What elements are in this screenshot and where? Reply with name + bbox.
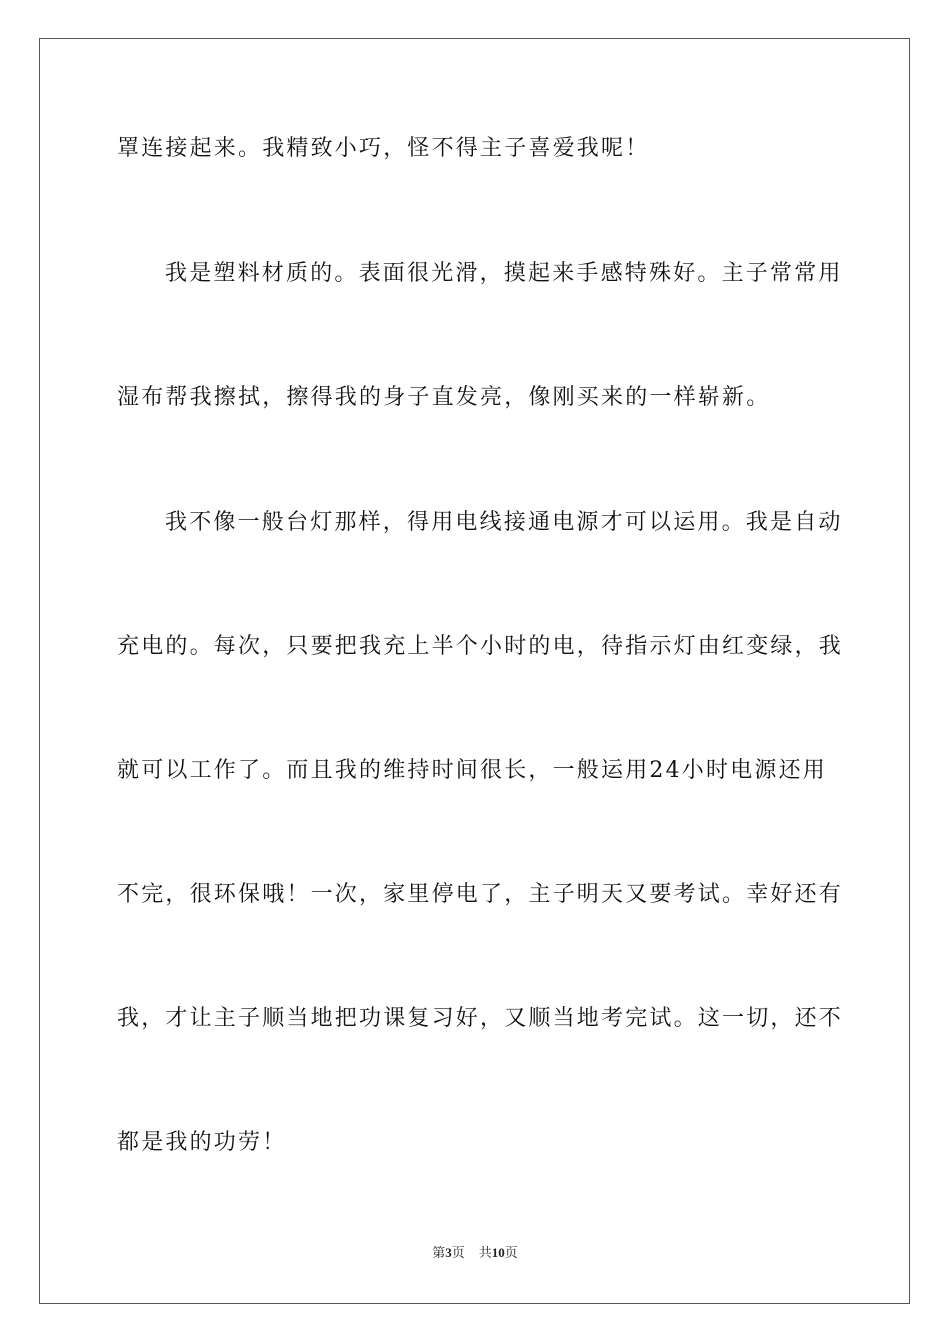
paragraph-line-7: 不完，很环保哦！一次，家里停电了，主子明天又要考试。幸好还有 bbox=[117, 882, 844, 907]
paragraph-line-5: 充电的。每次，只要把我充上半个小时的电，待指示灯由红变绿，我 bbox=[117, 634, 844, 659]
paragraph-line-9: 都是我的功劳！ bbox=[117, 1130, 287, 1155]
paragraph-line-6: 就可以工作了。而且我的维持时间很长，一般运用24小时电源还用 bbox=[117, 758, 827, 783]
page-frame bbox=[39, 38, 910, 1304]
total-pages: 10 bbox=[491, 1245, 505, 1260]
current-page: 3 bbox=[445, 1245, 452, 1260]
page-suffix: 页 bbox=[451, 1246, 465, 1261]
page-footer bbox=[0, 1245, 950, 1262]
paragraph-line-3: 湿布帮我擦拭，擦得我的身子直发亮，像刚买来的一样崭新。 bbox=[117, 385, 771, 410]
paragraph-line-8: 我，才让主子顺当地把功课复习好，又顺当地考完试。这一切，还不 bbox=[117, 1006, 844, 1031]
total-suffix: 页 bbox=[504, 1246, 518, 1261]
paragraph-line-2: 我是塑料材质的。表面很光滑，摸起来手感特殊好。主子常常用 bbox=[165, 261, 843, 286]
page-number bbox=[432, 1246, 465, 1261]
total-prefix: 共 bbox=[478, 1246, 492, 1261]
paragraph-line-1: 罩连接起来。我精致小巧，怪不得主子喜爱我呢！ bbox=[117, 136, 650, 161]
page-prefix: 第 bbox=[432, 1246, 446, 1261]
page-total bbox=[479, 1246, 518, 1261]
paragraph-line-4: 我不像一般台灯那样，得用电线接通电源才可以运用。我是自动 bbox=[165, 510, 843, 535]
